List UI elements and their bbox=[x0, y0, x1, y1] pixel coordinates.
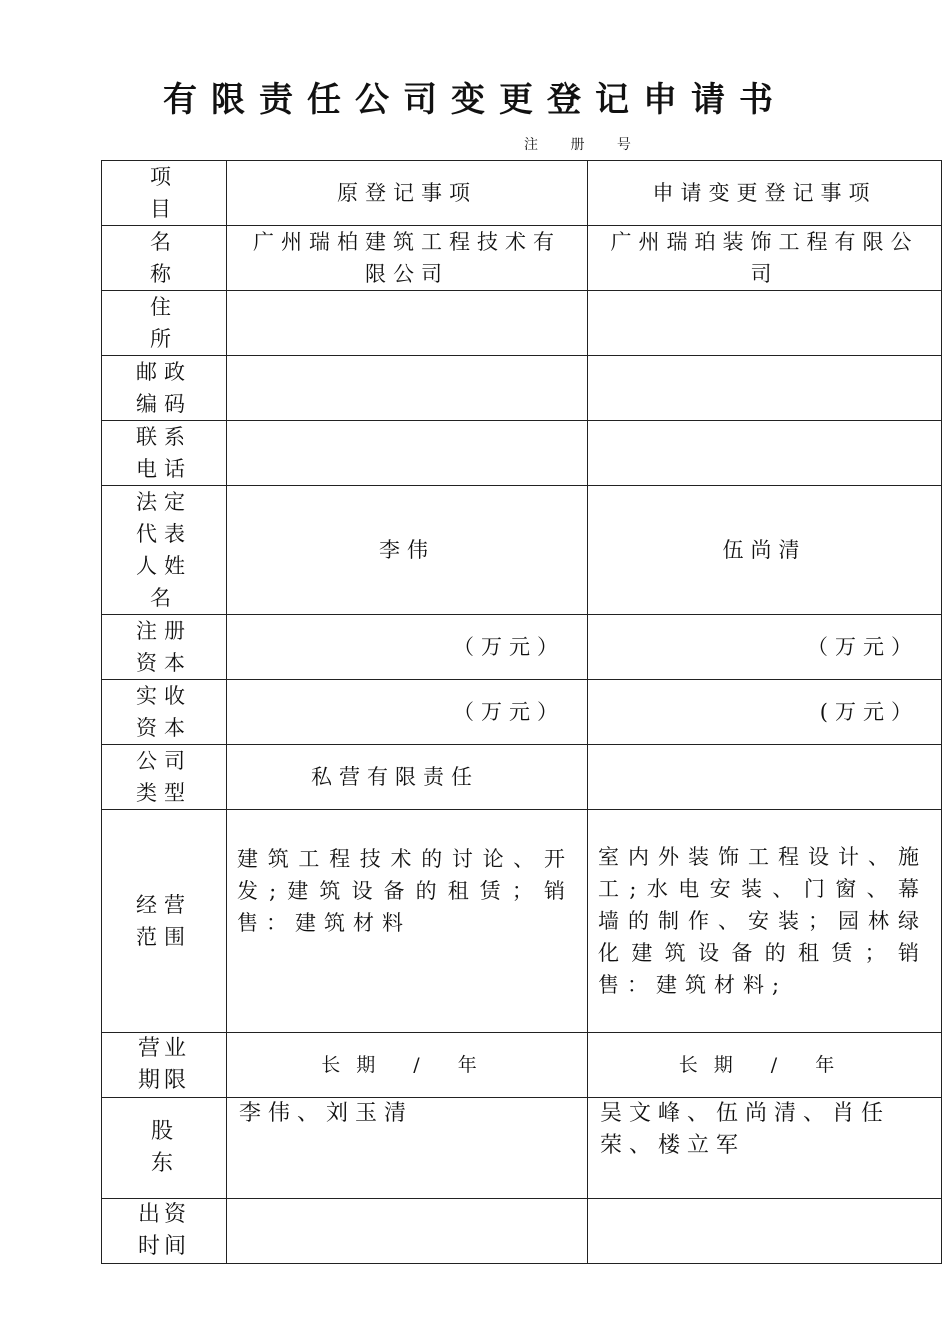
row-legal-rep bbox=[102, 486, 942, 615]
registration-number-label: 注 册 号 bbox=[524, 137, 645, 153]
page-title: 有限责任公司变更登记申请书 bbox=[163, 80, 787, 120]
label-paid-capital: 实收资本 bbox=[102, 680, 227, 745]
label-legal-rep: 法定代表人姓名 bbox=[102, 486, 227, 615]
row-paid-capital bbox=[102, 680, 942, 745]
original-name: 广州瑞柏建筑工程技术有限公司 bbox=[227, 226, 588, 291]
label-name: 名 称 bbox=[102, 226, 227, 291]
change-paid-capital: (万元） bbox=[588, 680, 942, 745]
change-postcode bbox=[588, 356, 942, 421]
row-postcode bbox=[102, 356, 942, 421]
row-reg-capital bbox=[102, 615, 942, 680]
row-address bbox=[102, 291, 942, 356]
header-change: 申请变更登记事项 bbox=[588, 161, 942, 226]
change-phone bbox=[588, 421, 942, 486]
label-reg-capital: 注册资本 bbox=[102, 615, 227, 680]
row-shareholders bbox=[102, 1098, 942, 1199]
label-company-type: 公司类型 bbox=[102, 745, 227, 810]
change-address bbox=[588, 291, 942, 356]
change-reg-capital: （万元） bbox=[588, 615, 942, 680]
original-phone bbox=[227, 421, 588, 486]
original-business-scope: 建筑工程技术的讨论、开发;建筑设备的租赁；销售：建筑材料 bbox=[227, 810, 588, 1033]
row-investment-time bbox=[102, 1199, 942, 1264]
change-company-type bbox=[588, 745, 942, 810]
change-business-scope: 室内外装饰工程设计、施工;水电安装、门窗、幕墙的制作、安装；园林绿化建筑设备的租赁；销售：建筑材料; bbox=[588, 810, 942, 1033]
original-company-type: 私营有限责任 bbox=[227, 745, 588, 810]
label-investment-time: 出资时间 bbox=[102, 1199, 227, 1264]
change-investment-time bbox=[588, 1199, 942, 1264]
original-legal-rep: 李伟 bbox=[227, 486, 588, 615]
original-investment-time bbox=[227, 1199, 588, 1264]
original-address bbox=[227, 291, 588, 356]
change-legal-rep: 伍尚清 bbox=[588, 486, 942, 615]
change-registration-table bbox=[101, 160, 942, 1264]
row-term bbox=[102, 1033, 942, 1098]
label-business-scope: 经营范围 bbox=[102, 810, 227, 1033]
label-shareholders: 股 东 bbox=[102, 1098, 227, 1199]
header-original: 原登记事项 bbox=[227, 161, 588, 226]
original-term: 长期 / 年 bbox=[227, 1033, 588, 1098]
row-phone bbox=[102, 421, 942, 486]
original-paid-capital: （万元） bbox=[227, 680, 588, 745]
change-name: 广州瑞珀装饰工程有限公司 bbox=[588, 226, 942, 291]
row-business-scope bbox=[102, 810, 942, 1033]
row-name bbox=[102, 226, 942, 291]
original-shareholders: 李伟、刘玉清 bbox=[227, 1098, 588, 1199]
header-row bbox=[102, 161, 942, 226]
row-company-type bbox=[102, 745, 942, 810]
original-postcode bbox=[227, 356, 588, 421]
header-item: 项 目 bbox=[102, 161, 227, 226]
label-phone: 联系电话 bbox=[102, 421, 227, 486]
label-term: 营业期限 bbox=[102, 1033, 227, 1098]
change-term: 长期 / 年 bbox=[588, 1033, 942, 1098]
original-reg-capital: （万元） bbox=[227, 615, 588, 680]
label-postcode: 邮政编码 bbox=[102, 356, 227, 421]
label-address: 住 所 bbox=[102, 291, 227, 356]
change-shareholders: 吴文峰、伍尚清、肖任荣、楼立军 bbox=[588, 1098, 942, 1199]
